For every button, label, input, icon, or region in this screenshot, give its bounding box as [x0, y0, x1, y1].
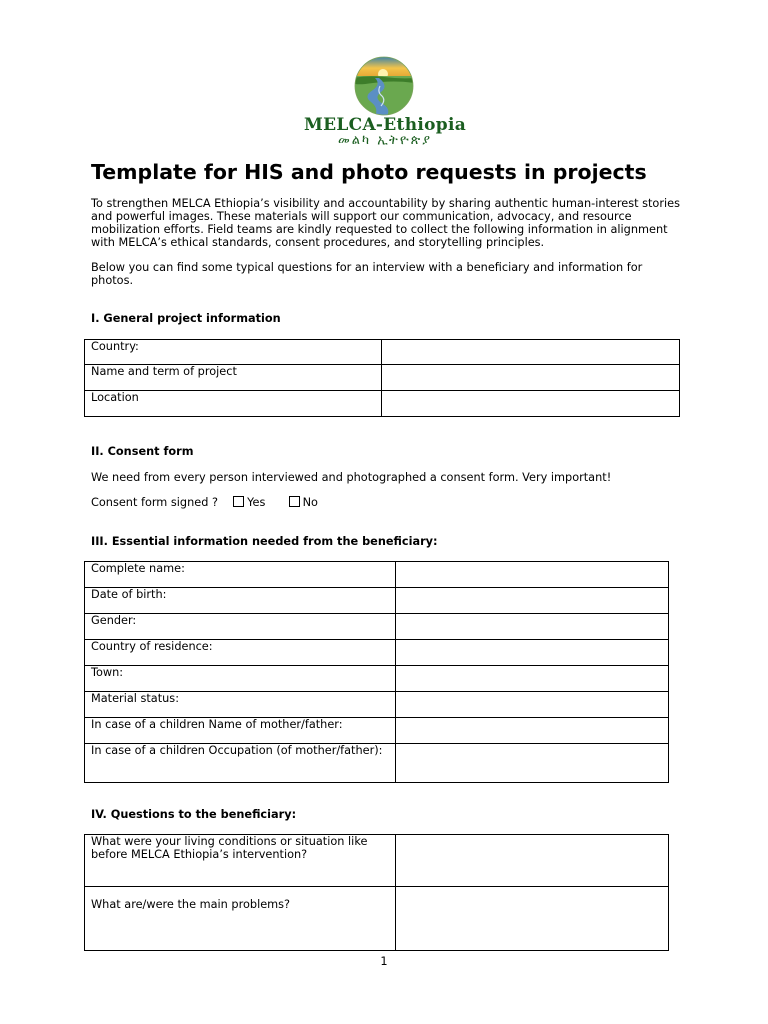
table-row — [85, 835, 669, 887]
table-row — [85, 744, 669, 783]
field-value-cell[interactable] — [396, 614, 669, 640]
table-row — [85, 640, 669, 666]
field-value-cell[interactable] — [396, 640, 669, 666]
answer-cell[interactable] — [396, 835, 669, 887]
table-row — [85, 718, 669, 744]
field-value-cell[interactable] — [382, 340, 680, 365]
field-label: Complete name: — [85, 562, 396, 588]
section-heading-consent: II. Consent form — [91, 445, 194, 458]
section-heading-questions: IV. Questions to the beneficiary: — [91, 808, 297, 821]
field-label: In case of a children Occupation (of mother/father): — [85, 744, 396, 783]
table-row — [85, 887, 669, 951]
field-label: Name and term of project — [85, 365, 382, 391]
question-label: What were your living conditions or situation like before MELCA Ethiopia’s intervention? — [85, 835, 396, 887]
field-label: Country: — [85, 340, 382, 365]
consent-yes-checkbox[interactable] — [233, 496, 244, 507]
page-title: Template for HIS and photo requests in projects — [91, 160, 647, 184]
consent-text: We need from every person interviewed and photographed a consent form. Very important! — [91, 471, 612, 484]
table-row — [85, 692, 669, 718]
melca-logo — [300, 54, 470, 150]
consent-yes-label: Yes — [247, 496, 266, 509]
field-value-cell[interactable] — [396, 588, 669, 614]
consent-no-label: No — [302, 496, 318, 509]
page-number: 1 — [380, 955, 388, 968]
field-label: Town: — [85, 666, 396, 692]
consent-no-checkbox[interactable] — [289, 496, 300, 507]
beneficiary-info-table — [84, 561, 669, 783]
field-value-cell[interactable] — [396, 666, 669, 692]
table-row — [85, 340, 680, 365]
answer-cell[interactable] — [396, 887, 669, 951]
field-value-cell[interactable] — [396, 692, 669, 718]
logo-name: MELCA-Ethiopia — [303, 115, 467, 135]
river-landscape-logo-image — [353, 56, 415, 116]
table-row — [85, 562, 669, 588]
section-heading-general: I. General project information — [91, 312, 281, 325]
consent-question: Consent form signed ? — [91, 496, 218, 509]
intro-note: Below you can find some typical questions for an interview with a beneficiary and information for photos. — [91, 261, 643, 287]
field-value-cell[interactable] — [396, 744, 669, 783]
field-value-cell[interactable] — [396, 718, 669, 744]
beneficiary-questions-table — [84, 834, 669, 951]
table-row — [85, 614, 669, 640]
table-row — [85, 666, 669, 692]
field-label: Gender: — [85, 614, 396, 640]
field-label: Date of birth: — [85, 588, 396, 614]
consent-question-row — [91, 496, 318, 509]
table-row — [85, 588, 669, 614]
question-label: What are/were the main problems? — [85, 887, 396, 951]
field-label: In case of a children Name of mother/father: — [85, 718, 396, 744]
field-value-cell[interactable] — [396, 562, 669, 588]
table-row — [85, 365, 680, 391]
general-info-table — [84, 339, 680, 417]
section-heading-beneficiary-info: III. Essential information needed from the beneficiary: — [91, 535, 438, 548]
field-label: Material status: — [85, 692, 396, 718]
field-label: Country of residence: — [85, 640, 396, 666]
field-value-cell[interactable] — [382, 391, 680, 417]
field-value-cell[interactable] — [382, 365, 680, 391]
table-row — [85, 391, 680, 417]
intro-paragraph: To strengthen MELCA Ethiopia’s visibility and accountability by sharing authentic human-interest stories and powerful images. These materials will support our communication, advocacy, and resource mobilization efforts. Field teams are kindly requested to collect the following information in alignment with MELCA’s ethical standards, consent procedures, and storytelling principles. — [91, 197, 680, 249]
field-label: Location — [85, 391, 382, 417]
logo-subtitle: መልካ ኢትዮጵያ — [338, 133, 432, 148]
